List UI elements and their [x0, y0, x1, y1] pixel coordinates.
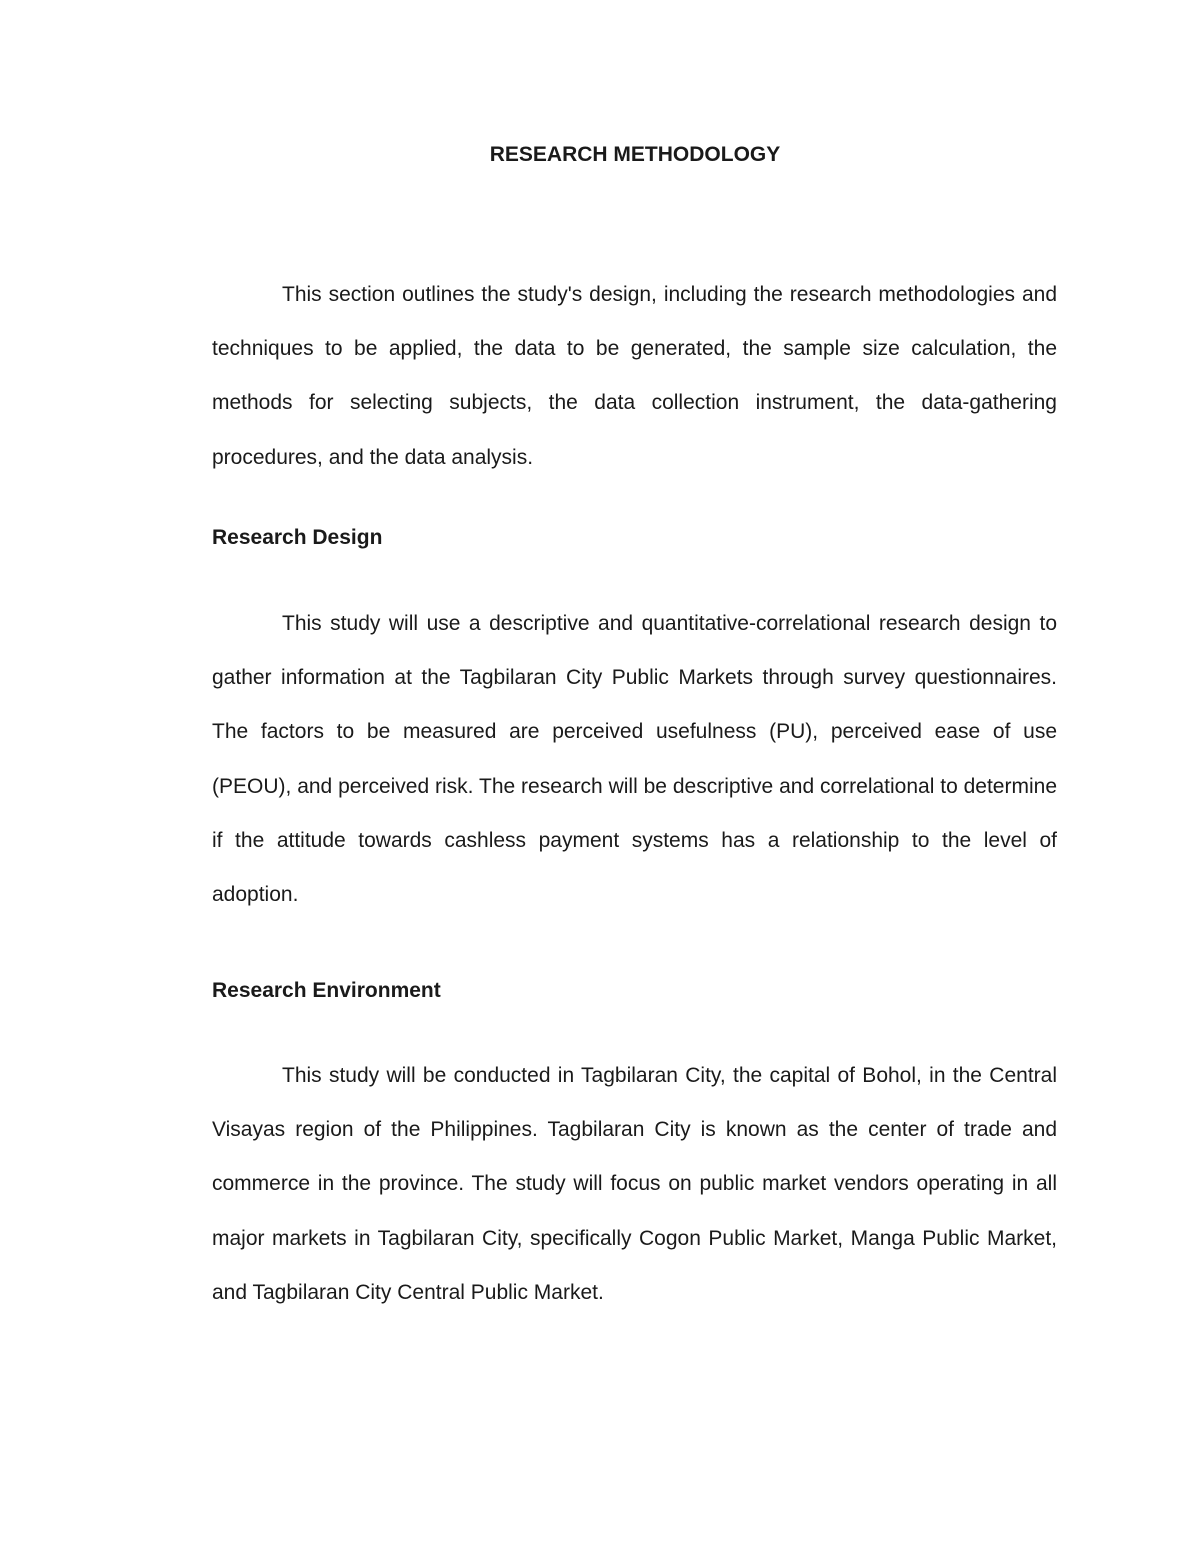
section-heading-research-design: Research Design — [212, 526, 383, 549]
section-heading-research-environment: Research Environment — [212, 979, 441, 1002]
page-title: RESEARCH METHODOLOGY — [489, 143, 781, 166]
section-body-research-design: This study will use a descriptive and quantitative-correlational research design to gather information at the Tagbilaran City Public Markets through survey questionnaires. The factors to be measured are perceived usefulness (PU), perceived ease of use (PEOU), and perceived risk. The research will be descriptive and correlational to determine if the attitude towards cashless payment systems has a relationship to the level of adoption. — [212, 612, 1057, 907]
section-body-research-environment: This study will be conducted in Tagbilaran City, the capital of Bohol, in the Central Visayas region of the Philippines. Tagbilaran City is known as the center of trade and commerce in the province. The study will focus on public market vendors operating in all major markets in Tagbilaran City, specifically Cogon Public Market, Manga Public Market, and Tagbilaran City Central Public Market. — [212, 1064, 1057, 1304]
intro-paragraph: This section outlines the study's design, including the research methodologies and techniques to be applied, the data to be generated, the sample size calculation, the methods for selecting subjects, the data collection instrument, the data-gathering procedures, and the data analysis. — [212, 283, 1057, 469]
